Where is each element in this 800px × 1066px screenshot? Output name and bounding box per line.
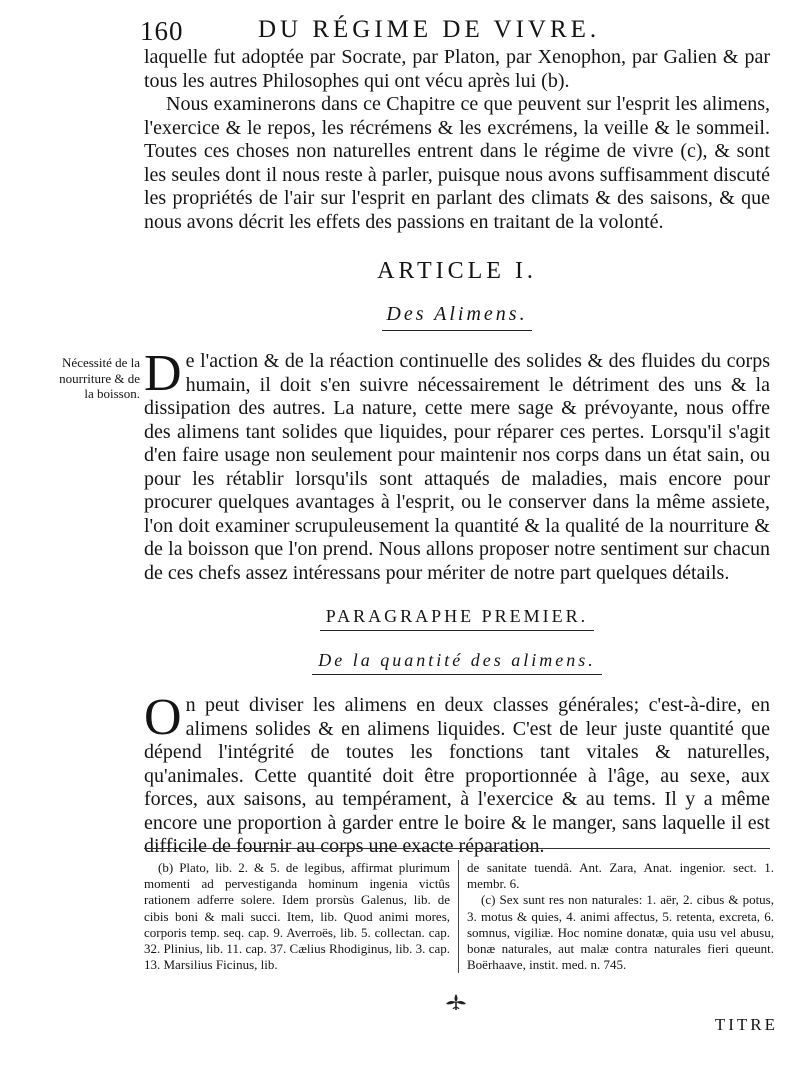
paragraph-title-text: PARAGRAPHE PREMIER.: [320, 606, 594, 631]
paragraph-title: [144, 606, 770, 631]
footnotes: [144, 860, 774, 973]
running-title: DU RÉGIME DE VIVRE.: [258, 16, 601, 43]
page-number: 160: [140, 16, 184, 46]
article-subtitle: [144, 303, 770, 331]
catchword: TITRE: [714, 1015, 778, 1034]
footnote-column-right: [459, 860, 774, 973]
article-paragraph: [144, 345, 770, 585]
footnote-c: (c) Sex sunt res non naturales: 1. aër, 2. cibus & potus, 3. motus & quies, 4. animi affectus, 5. retenta, excreta, 6. somnus, vigiliæ. Hoc nomine donatæ, quia usu vel abusu, bonæ naturales, aut malæ contra naturales fieri queunt. Boërhaave, instit. med. n. 745.: [467, 892, 774, 973]
paragraph-subtitle-text: De la quantité des alimens.: [312, 650, 601, 675]
drop-cap-o: O: [144, 689, 182, 746]
article-paragraph-text: e l'action & de la réaction continuelle des solides & des fluides du corps humain, il doit s'en suivre nécessairement le détriment des uns & la dissipation des autres. La nature, cette mere sage & prévoyante, nous offre des alimens tant solides que liquides, pour réparer ces pertes. Lorsqu'il s'agit d'en faire usage non seulement pour maintenir nos corps dans un état sain, ou pour les rétablir lorsqu'ils sont attaqués de maladies, mais encore pour procurer quelques avantages à l'esprit, ou le conserver dans la même assiete, l'on doit examiner scrupuleusement la quantité & la qualité de la nourriture & de la boisson que l'on prend. Nous allons proposer notre sentiment sur chacun de ces chefs assez intéressans pour mériter de notre part quelques détails.: [144, 350, 770, 584]
drop-cap-d: D: [144, 345, 182, 402]
footnote-b-continued: de sanitate tuendâ. Ant. Zara, Anat. ingenior. sect. 1. membr. 6.: [467, 860, 774, 892]
footnote-rule: [144, 848, 770, 849]
fleuron-icon: [444, 992, 468, 1012]
page-header: [140, 16, 660, 50]
intro-text: [144, 46, 770, 234]
intro-paragraph-2: Nous examinerons dans ce Chapitre ce que peuvent sur l'esprit les alimens, l'exercice & le repos, les récrémens & les excrémens, la veille & le sommeil. Toutes ces choses non naturelles entrent dans le régime de vivre (c), & sont les seules dont il nous reste à parler, puisque nous avons suffisamment discuté les propriétés de l'air sur l'esprit en parlant des climats & des saisons, & que nous avons décrit les effets des passions en traitant de la volonté.: [144, 93, 770, 233]
paragraph-subtitle: [144, 650, 770, 675]
article-subtitle-text: Des Alimens.: [382, 303, 531, 331]
footnote-b: (b) Plato, lib. 2. & 5. de legibus, affirmat plurimum momenti ad pervestiganda hominum ingenia victûs rationem adferre solere. Idem prorsùs Galenus, lib. de cibis boni & mali succi. Item, lib. Quod animi mores, corporis temp. seq. cap. 9. Averroës, lib. 5. collectan. cap. 32. Plinius, lib. 11. cap. 37. Cælius Rhodiginus, lib. 3. cap. 13. Marsilius Ficinus, lib.: [144, 860, 450, 973]
paragraph-body: [144, 689, 770, 859]
footnote-column-left: [144, 860, 459, 973]
paragraph-body-text: n peut diviser les alimens en deux classes générales; c'est-à-dire, en alimens solides & en alimens liquides. C'est de leur juste quantité que dépend l'intégrité de toutes les fonctions tant vitales & naturelles, qu'animales. Cette quantité doit être proportionnée à l'âge, au sexe, aux forces, aux saisons, au tempérament, à l'exercice & au tems. Il y a même encore une proportion à garder entre le boire & le manger, sans laquelle il est difficile de fournir au corps une exacte réparation.: [144, 694, 770, 857]
article-title: ARTICLE I.: [377, 258, 537, 284]
margin-note: Nécessité de la nourriture & de la boisson.: [59, 355, 140, 401]
intro-paragraph-1: laquelle fut adoptée par Socrate, par Platon, par Xenophon, par Galien & par tous les autres Philosophes qui ont vécu après lui (b).: [144, 46, 770, 92]
